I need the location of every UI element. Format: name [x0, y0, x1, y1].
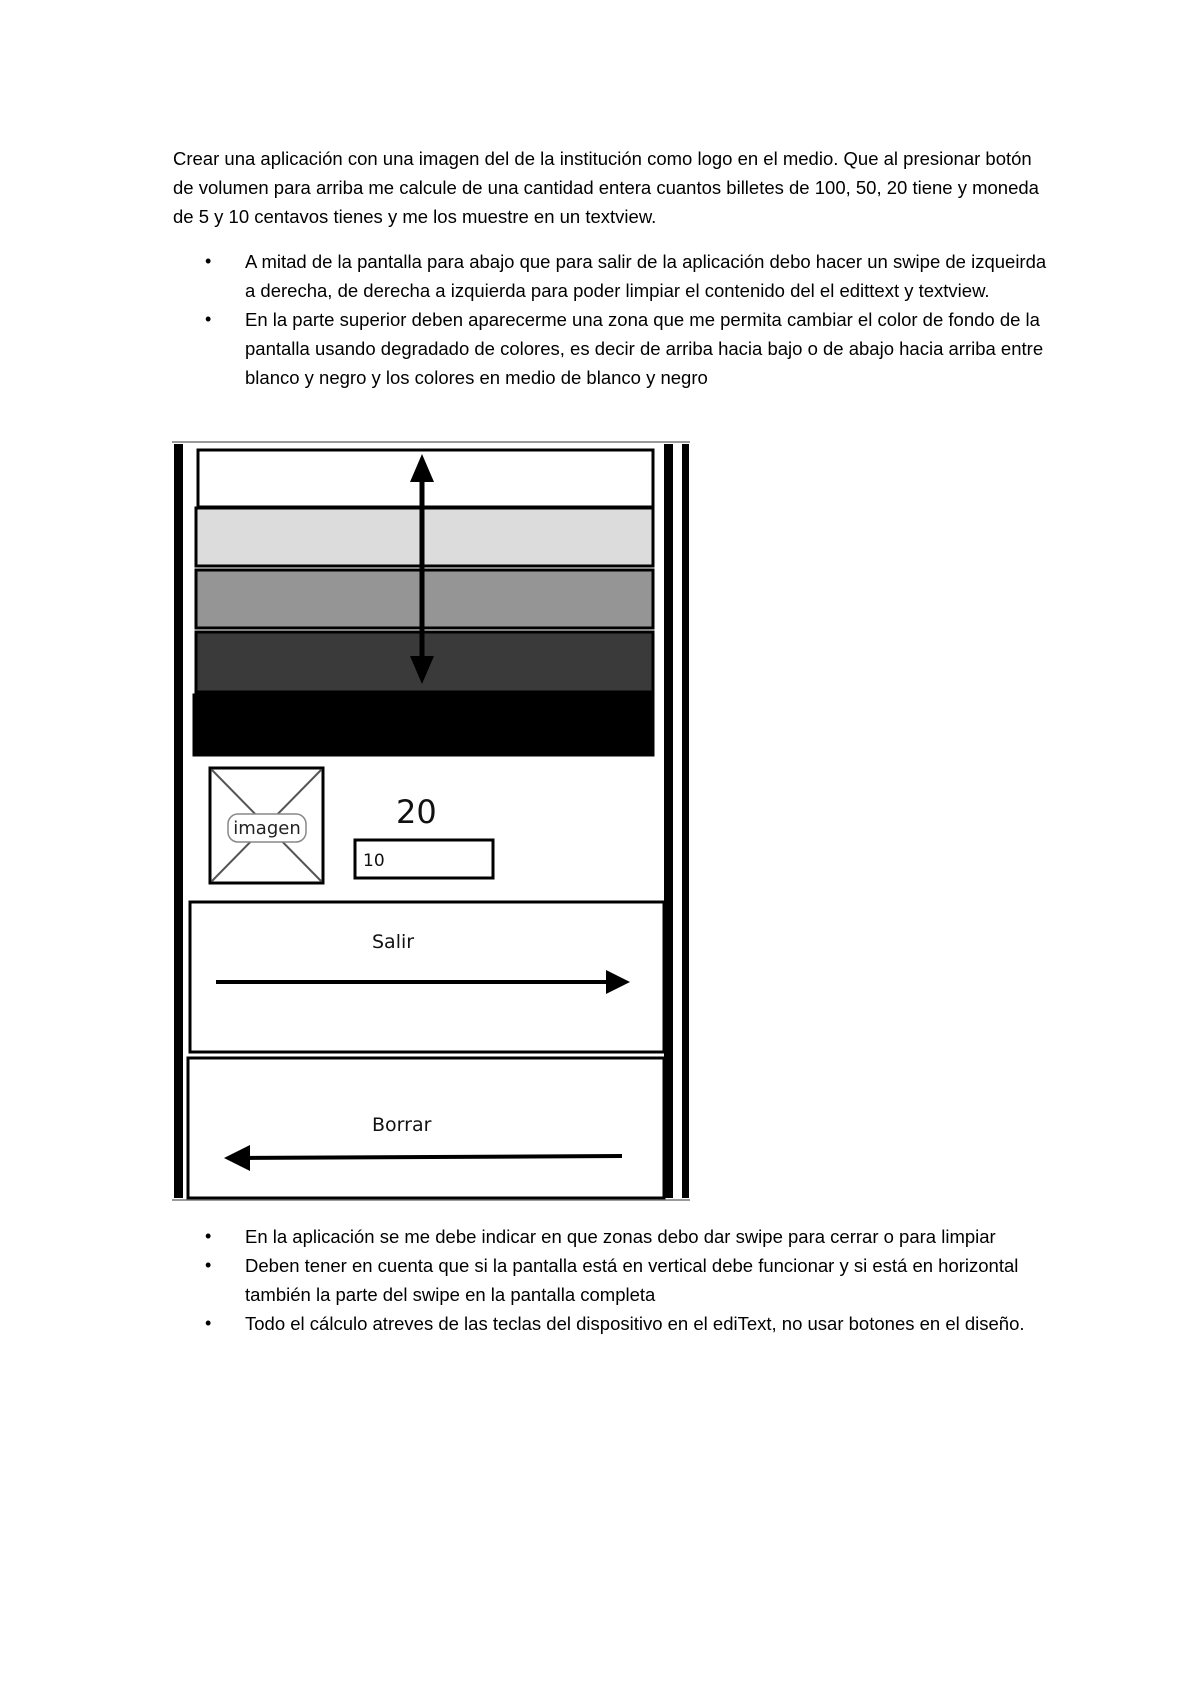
amount-edittext-value: 10: [363, 851, 385, 871]
list-item-text: Deben tener en cuenta que si la pantalla está en vertical debe funcionar y si está en horizontal también la parte del swipe en la pantalla completa: [245, 1255, 1019, 1305]
color-band-black[interactable]: [194, 695, 653, 755]
clear-label: Borrar: [372, 1114, 432, 1136]
list-item-text: A mitad de la pantalla para abajo que para salir de la aplicación debo hacer un swipe de izqueirda a derecha, de derecha a izquierda para poder limpiar el contenido del el edittext y textview.: [245, 251, 1047, 301]
bullet-icon: •: [205, 251, 212, 271]
list-item: [205, 1251, 1050, 1309]
list-item-text: En la aplicación se me debe indicar en que zonas debo dar swipe para cerrar o para limpiar: [245, 1226, 996, 1247]
clear-swipe-zone[interactable]: [188, 1058, 664, 1198]
requirements-list-bottom: [205, 1222, 1050, 1338]
bullet-icon: •: [205, 1313, 212, 1333]
result-textview: 20: [396, 793, 437, 831]
bullet-icon: •: [205, 1255, 212, 1275]
list-item: [205, 247, 1050, 305]
intro-paragraph: Crear una aplicación con una imagen del de la institución como logo en el medio. Que al presionar botón de volumen para arriba me calcule de una cantidad entera cuantos billetes de 100, 50, 20 tiene y moneda de 5 y 10 centavos tienes y me los muestre en un textview.: [173, 148, 1039, 227]
list-item-text: Todo el cálculo atreves de las teclas del dispositivo en el ediText, no usar botones en el diseño.: [245, 1313, 1025, 1334]
list-item: [205, 305, 1050, 392]
phone-frame-left: [174, 444, 183, 1198]
app-wireframe-mockup: [172, 440, 692, 1202]
image-label: imagen: [233, 818, 301, 839]
background-gradient-selector[interactable]: [194, 450, 653, 755]
logo-image-placeholder: [210, 768, 323, 883]
list-item-text: En la parte superior deben aparecerme una zona que me permita cambiar el color de fondo de la pantalla usando degradado de colores, es decir de arriba hacia bajo o de abajo hacia arriba entre blanco y negro y los colores en medio de blanco y negro: [245, 309, 1044, 388]
exit-swipe-zone[interactable]: [190, 902, 664, 1052]
list-item: [205, 1309, 1050, 1338]
phone-frame-right-outer: [682, 444, 689, 1198]
requirements-list-top: [205, 247, 1050, 392]
amount-edittext[interactable]: [355, 840, 493, 878]
list-item: [205, 1222, 1050, 1251]
bullet-icon: •: [205, 1226, 212, 1246]
bullet-icon: •: [205, 309, 212, 329]
exit-label: Salir: [372, 931, 415, 953]
